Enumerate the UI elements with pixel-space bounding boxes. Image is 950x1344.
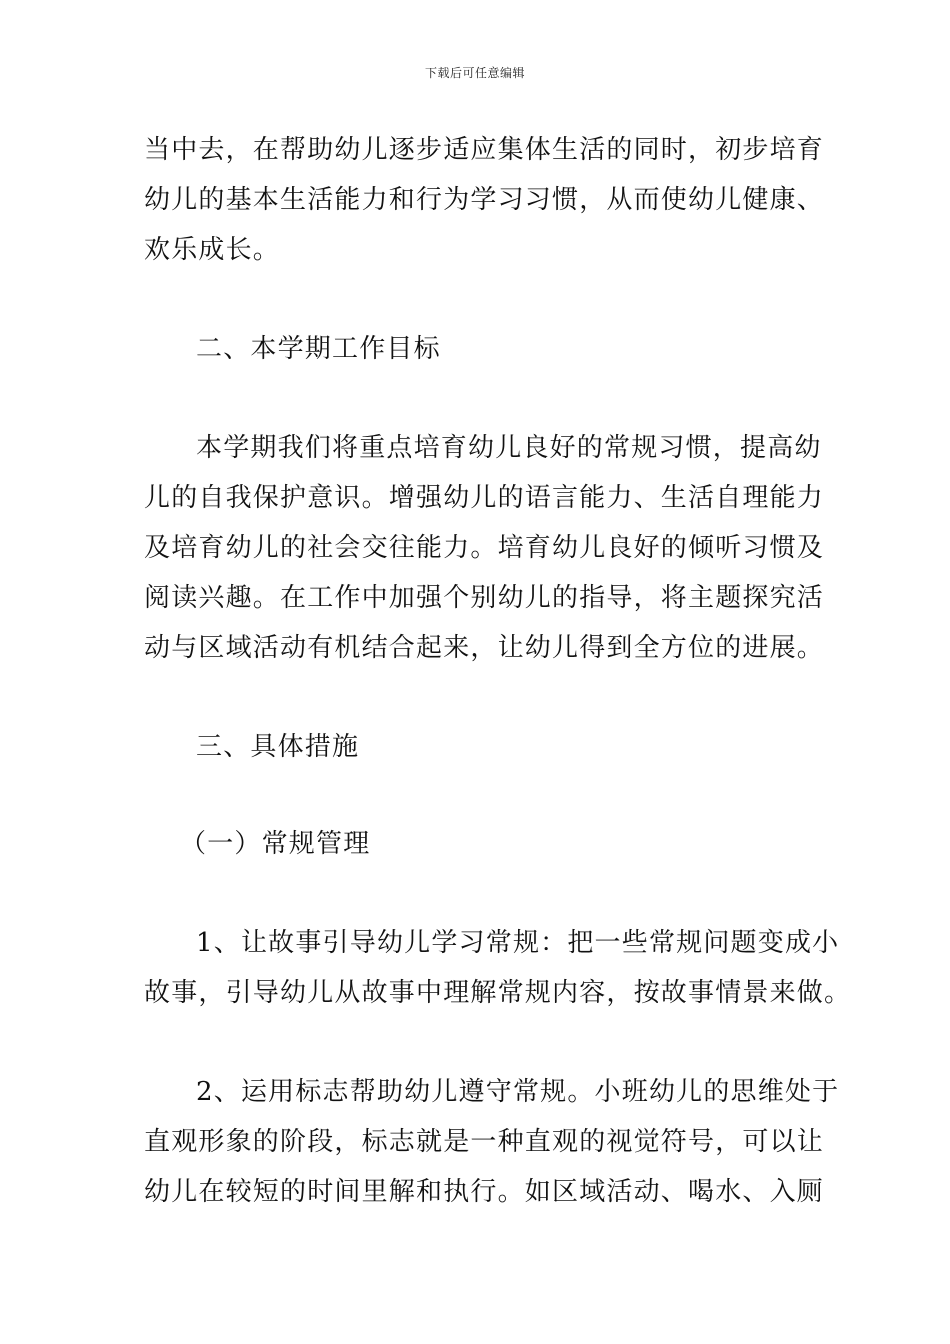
paragraph-item-2 — [144, 1067, 840, 1217]
paragraph-spacer — [144, 374, 809, 423]
text-line: 及培育幼儿的社会交往能力。培育幼儿良好的倾听习惯及 — [144, 533, 825, 563]
text-line: 幼儿的基本生活能力和行为学习习惯，从而使幼儿健康、 — [144, 185, 825, 215]
document-body — [144, 125, 852, 1217]
paragraph-intro-continuation — [144, 125, 825, 275]
paragraph-spacer — [144, 1018, 809, 1067]
subsection-heading-routine — [144, 819, 809, 869]
paragraph-item-1 — [144, 918, 852, 1018]
text-line: 故事，引导幼儿从故事中理解常规内容，按故事情景来做。 — [144, 978, 852, 1008]
paragraph-spacer — [144, 772, 809, 819]
paragraph-spacer — [144, 673, 809, 722]
paragraph-spacer — [144, 275, 809, 324]
page-header: 下载后可任意编辑 — [424, 66, 525, 80]
section-heading-measures — [144, 722, 809, 772]
text-line: 阅读兴趣。在工作中加强个别幼儿的指导，将主题探究活 — [144, 583, 825, 613]
text-line: 2、运用标志帮助幼儿遵守常规。小班幼儿的思维处于 — [196, 1077, 840, 1107]
text-line: 动与区域活动有机结合起来，让幼儿得到全方位的进展。 — [144, 633, 825, 663]
section-heading: 二、本学期工作目标 — [196, 334, 441, 364]
text-line: 1、让故事引导幼儿学习常规：把一些常规问题变成小 — [196, 928, 840, 958]
text-line: 儿的自我保护意识。增强幼儿的语言能力、生活自理能力 — [144, 483, 825, 513]
text-line: 本学期我们将重点培育幼儿良好的常规习惯，提高幼 — [196, 433, 822, 463]
subsection-heading: （一）常规管理 — [180, 829, 371, 859]
paragraph-spacer — [144, 869, 809, 918]
text-line: 幼儿在较短的时间里解和执行。如区域活动、喝水、入厕 — [144, 1177, 825, 1207]
text-line: 直观形象的阶段，标志就是一种直观的视觉符号，可以让 — [144, 1127, 825, 1157]
text-line: 当中去，在帮助幼儿逐步适应集体生活的同时，初步培育 — [144, 135, 825, 165]
text-line: 欢乐成长。 — [144, 235, 281, 265]
section-heading: 三、具体措施 — [196, 732, 360, 762]
paragraph-goals — [144, 423, 825, 673]
section-heading-goals — [144, 324, 809, 374]
